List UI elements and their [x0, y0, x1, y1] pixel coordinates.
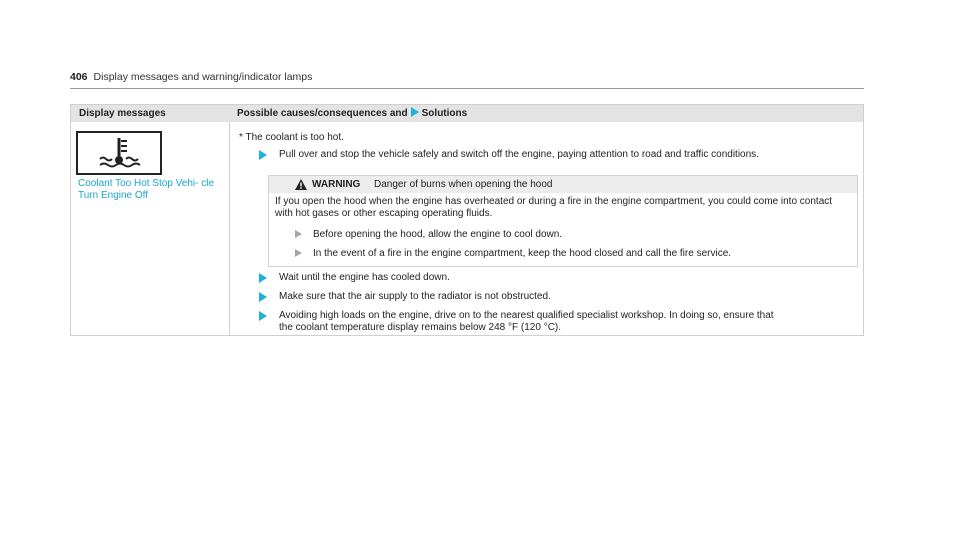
warning-triangle-icon [295, 179, 307, 196]
step-text-line-2: the coolant temperature display remains below 248 °F (120 °C). [279, 322, 562, 333]
step-text: Pull over and stop the vehicle safely and switch off the engine, paying attention to road and traffic conditions. [279, 149, 759, 160]
warning-title: Danger of burns when opening the hood [374, 179, 553, 190]
step-text [279, 310, 774, 334]
page-number: 406 [70, 71, 88, 83]
display-message-text: Coolant Too Hot Stop Vehi- cle Turn Engine Off [78, 178, 215, 201]
step-arrow-icon [259, 150, 267, 160]
coolant-temperature-icon [76, 131, 162, 175]
page-header [70, 70, 864, 89]
col-header-causes-solutions [237, 105, 467, 122]
step-text: Make sure that the air supply to the radiator is not obstructed. [279, 291, 551, 302]
col-header-suffix: Solutions [421, 108, 468, 119]
step-text: Before opening the hood, allow the engine to cool down. [313, 229, 563, 240]
warning-box [268, 175, 858, 267]
column-divider [229, 122, 230, 335]
display-messages-table [70, 104, 864, 336]
step-arrow-icon [295, 230, 302, 238]
cause-text: * The coolant is too hot. [239, 132, 344, 143]
warning-body: If you open the hood when the engine has overheated or during a fire in the engine compartment, you could come into contact with hot gases or other escaping operating fluids. [275, 196, 833, 219]
arrow-icon [411, 107, 419, 117]
step-drive-workshop [259, 310, 863, 336]
step-text: In the event of a fire in the engine compartment, keep the hood closed and call the fire service. [313, 248, 732, 259]
table-header [71, 105, 863, 122]
step-arrow-icon [259, 311, 267, 321]
step-arrow-icon [259, 273, 267, 283]
step-arrow-icon [295, 249, 302, 257]
section-title: Display messages and warning/indicator lamps [93, 71, 313, 83]
warning-header [269, 176, 857, 193]
step-arrow-icon [259, 292, 267, 302]
step-text: Wait until the engine has cooled down. [279, 272, 450, 283]
step-text-line-1: Avoiding high loads on the engine, drive on to the nearest qualified specialist workshop. In doing so, ensure that [279, 310, 774, 321]
col-header-display-messages: Display messages [79, 108, 166, 119]
warning-label: WARNING [312, 179, 361, 190]
col-header-prefix: Possible causes/consequences and [237, 108, 408, 119]
